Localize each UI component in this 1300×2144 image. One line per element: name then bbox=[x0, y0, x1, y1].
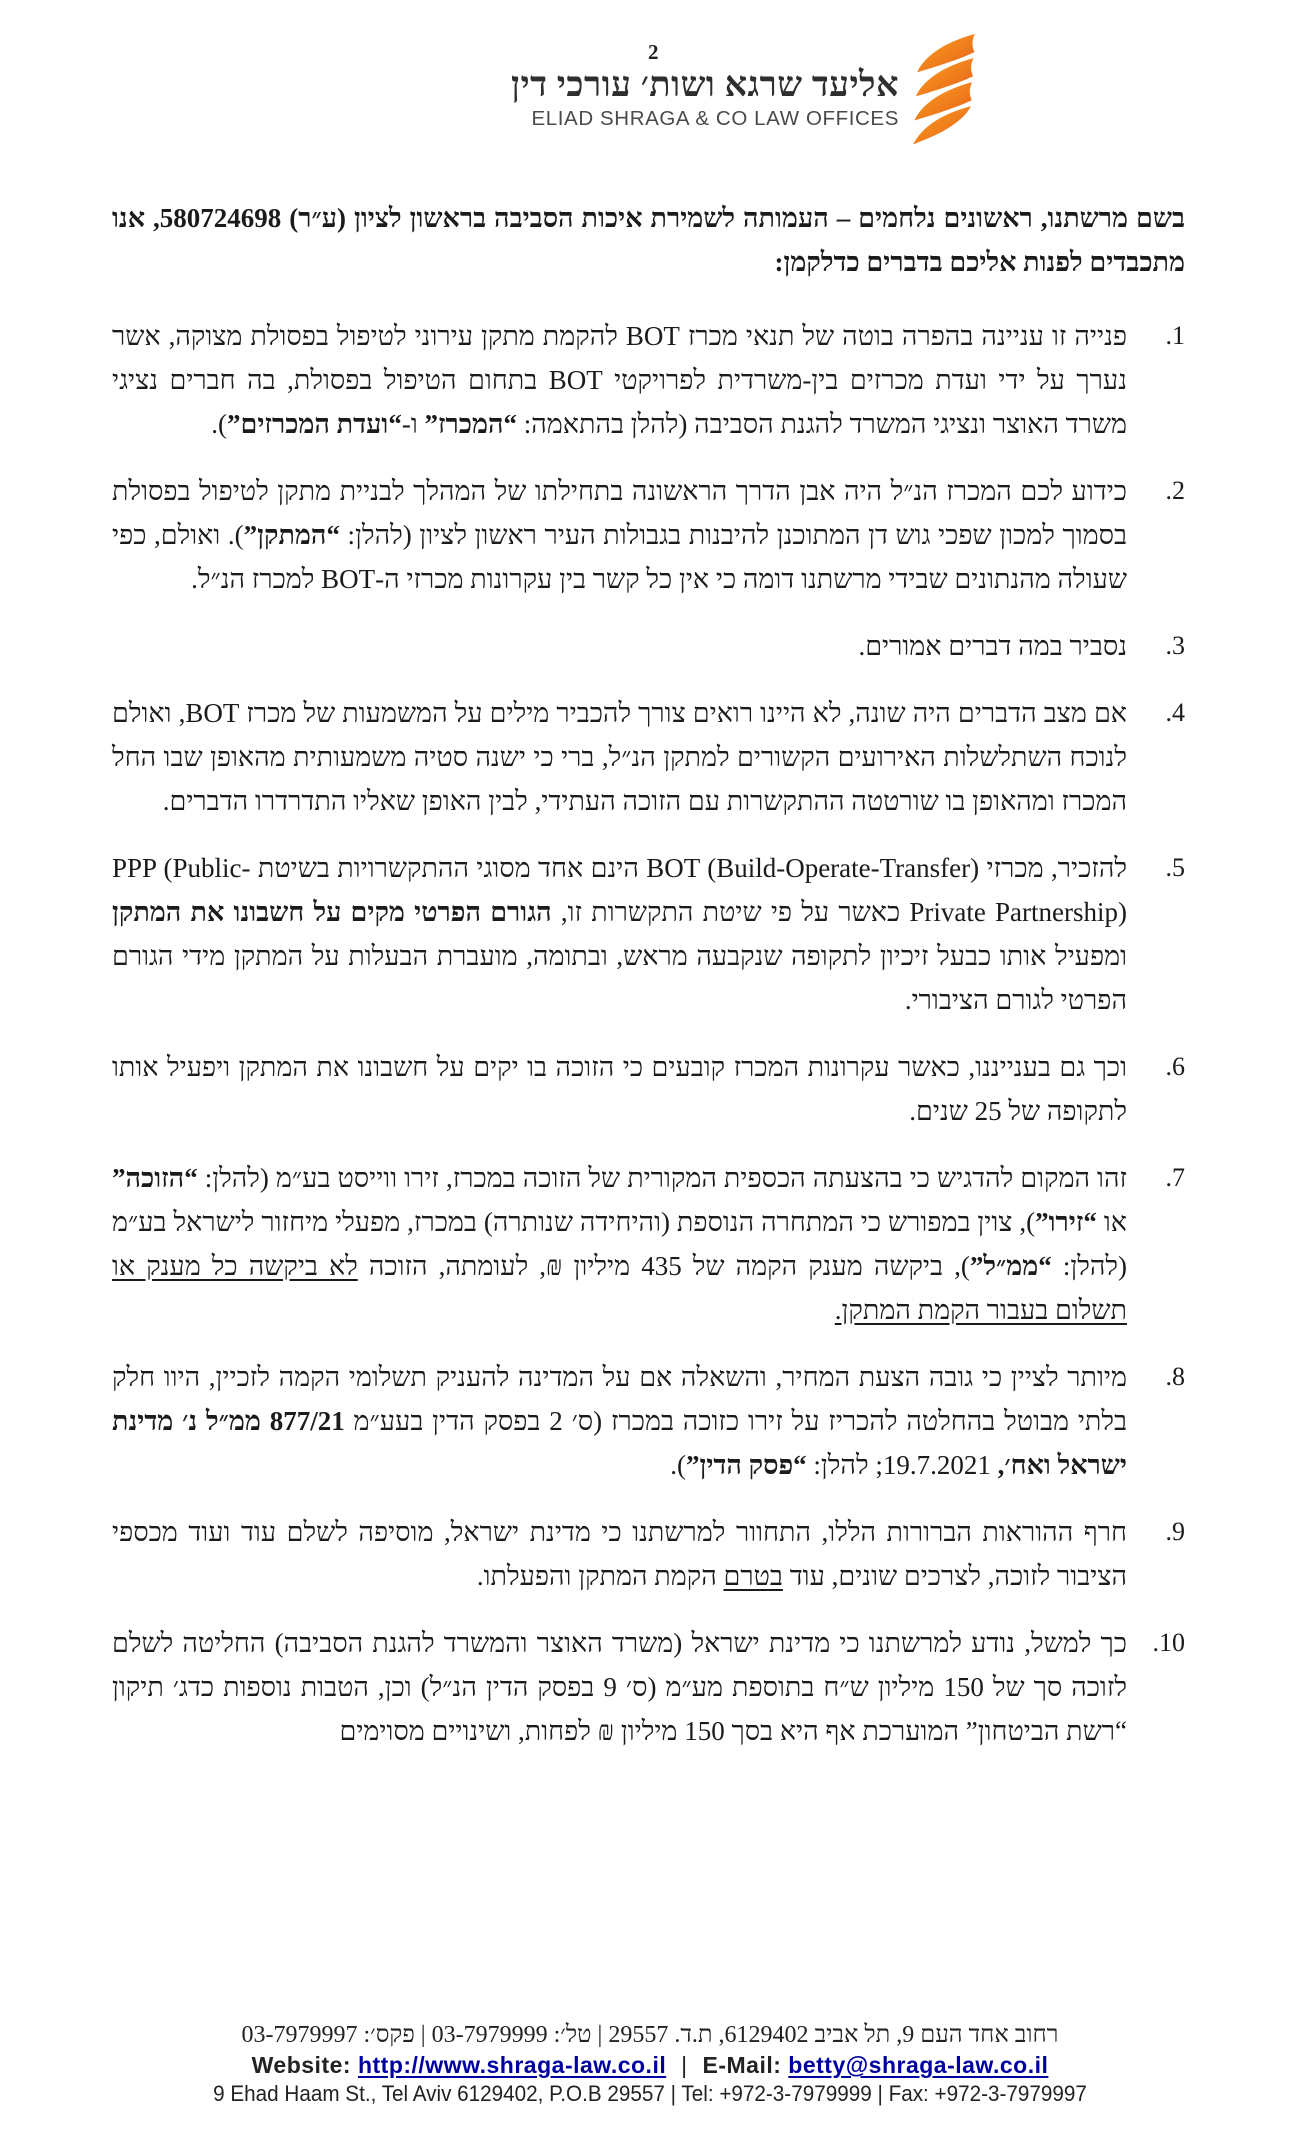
clause-text: להזכיר, מכרזי BOT (Build-Operate-Transfer) הינם אחד מסוגי ההתקשרויות בשיטת PPP (Public-Private Partnership) כאשר על פי שיטת התקשרות זו, הגורם הפרטי מקים על חשבונו את המתקן ומפעיל אותו כבעל זיכיון לתקופה שנקבעה מראש, ובתומה, מועברת הבעלות על המתקן מידי הגורם הפרטי לגורם הציבורי. bbox=[112, 853, 1127, 1015]
clause-item bbox=[112, 846, 1185, 1022]
clause-text: כידוע לכם המכרז הנ״ל היה אבן הדרך הראשונה בתחילתו של המהלך לבניית מתקן לטיפול בפסולת בסמוך למכון שפכי גוש דן המתוכנן להיבנות בגבולות העיר ראשון לציון (להלן: “המתקן”). ואולם, כפי שעולה מהנתונים שבידי מרשתנו דומה כי אין כל קשר בין עקרונות מכרזי ה-BOT למכרז הנ״ל. bbox=[112, 476, 1127, 594]
clause-text: פנייה זו עניינה בהפרה בוטה של תנאי מכרז BOT להקמת מתקן עירוני לטיפול בפסולת מצוקה, אשר נערך על ידי ועדת מכרזים בין-משרדית לפרויקטי BOT בתחום הטיפול בפסולת, בה חברים נציגי משרד האוצר ונציגי המשרד להגנת הסביבה (להלן בהתאמה: “המכרז” ו-“ועדת המכרזים”). bbox=[112, 321, 1127, 439]
clause-item bbox=[112, 1510, 1185, 1598]
email-link[interactable]: betty@shraga-law.co.il bbox=[788, 2052, 1049, 2078]
footer-address-hebrew: רחוב אחד העם 9, תל אביב 6129402, ת.ד. 29557 | טל׳: 03-7979999 | פקס׳: 03-7979997 bbox=[241, 2022, 1059, 2048]
clause-item bbox=[112, 624, 1185, 668]
footer-web-line bbox=[0, 2050, 1300, 2080]
website-label: Website: bbox=[251, 2052, 352, 2078]
page-number: 2 bbox=[647, 40, 659, 64]
clause-text: נסביר במה דברים אמורים. bbox=[858, 631, 1127, 661]
clause-number: 2. bbox=[1165, 476, 1185, 505]
footer-separator: | bbox=[681, 2052, 688, 2078]
clause-item bbox=[112, 1156, 1185, 1332]
clause-number: 6. bbox=[1165, 1052, 1185, 1081]
clause-text: אם מצב הדברים היה שונה, לא היינו רואים צורך להכביר מילים על המשמעות של מכרז BOT, ואולם לנוכח השתלשלות האירועים הקשורים למתקן הנ״ל, ברי כי ישנה סטיה משמעותית מהאופן שבו החל המכרז ומהאופן בו שורטטה ההתקשרות עם הזוכה העתידי, לבין האופן שאליו התדרדרו הדברים. bbox=[112, 698, 1127, 816]
clause-number: 1. bbox=[1165, 321, 1185, 350]
clause-number: 5. bbox=[1165, 853, 1185, 882]
brand-block bbox=[511, 40, 979, 150]
clause-text: מיותר לציין כי גובה הצעת המחיר, והשאלה אם על המדינה להעניק תשלומי הקמה לזכיין, היוו חלק בלתי מבוטל בהחלטה להכריז על זירו כזוכה במכרז (ס׳ 2 בפסק הדין בעע״מ 877/21 ממ״ל נ׳ מדינת ישראל ואח׳, 19.7.2021; להלן: “פסק הדין”). bbox=[112, 1362, 1128, 1480]
clause-item bbox=[112, 1621, 1185, 1753]
clause-text: וכך גם בענייננו, כאשר עקרונות המכרז קובעים כי הזוכה בו יקים על חשבונו את המתקן ויפעיל אותו לתקופה של 25 שנים. bbox=[112, 1052, 1127, 1126]
clause-number: 7. bbox=[1165, 1163, 1185, 1192]
clause-number: 3. bbox=[1165, 631, 1185, 660]
clause-item bbox=[112, 691, 1185, 823]
clause-text: זהו המקום להדגיש כי בהצעתה הכספית המקורית של הזוכה במכרז, זירו ווייסט בע״מ (להלן: “הזוכה” או “זירו”), צוין במפורש כי המתחרה הנוספת (והיחידה שנותרה) במכרז, מפעלי מיחזור לישראל בע״מ (להלן: “ממ״ל”), ביקשה מענק הקמה של 435 מיליון ₪, לעומתה, הזוכה לא ביקשה כל מענק או תשלום בעבור הקמת המתקן. bbox=[112, 1163, 1127, 1325]
clause-number: 8. bbox=[1165, 1362, 1185, 1391]
clause-text: כך למשל, נודע למרשתנו כי מדינת ישראל (משרד האוצר והמשרד להגנת הסביבה) החליטה לשלם לזוכה סך של 150 מיליון ש״ח בתוספת מע״מ (ס׳ 9 בפסק הדין הנ״ל) וכן, הטבות נוספות כדג׳ תיקון “רשת הביטחון” המוערכת אף היא בסך 150 מיליון ₪ לפחות, ושינויים מסוימים bbox=[112, 1628, 1127, 1746]
numbered-clause-list bbox=[112, 314, 1185, 1753]
brand-text bbox=[511, 40, 899, 131]
footer bbox=[0, 2020, 1300, 2108]
email-label: E-Mail: bbox=[702, 2052, 782, 2078]
clause-number: 10. bbox=[1152, 1628, 1185, 1657]
firm-name-hebrew: אליעד שרגא ושות׳ עורכי דין bbox=[511, 65, 899, 104]
intro-paragraph: בשם מרשתנו, ראשונים נלחמים – העמותה לשמירת איכות הסביבה בראשון לציון (ע״ר) 580724698, אנו מתכבדים לפנות אליכם בדברים כדלקמן: bbox=[112, 203, 1186, 277]
clause-number: 9. bbox=[1165, 1517, 1185, 1546]
clause-text: חרף ההוראות הברורות הללו, התחוור למרשתנו כי מדינת ישראל, מוסיפה לשלם עוד ועוד מכספי הציבור לזוכה, לצרכים שונים, עוד בטרם הקמת המתקן והפעלתו. bbox=[112, 1517, 1127, 1591]
clause-number: 4. bbox=[1165, 698, 1185, 727]
firm-name-english: ELIAD SHRAGA & CO LAW OFFICES bbox=[531, 106, 899, 130]
website-link[interactable]: http://www.shraga-law.co.il bbox=[357, 2052, 667, 2078]
clause-item bbox=[112, 469, 1185, 601]
letterhead bbox=[511, 0, 979, 150]
clause-item bbox=[112, 1355, 1185, 1487]
footer-address-english: 9 Ehad Haam St., Tel Aviv 6129402, P.O.B 29557 | Tel: +972-3-7979999 | Fax: +972-3-7979997 bbox=[213, 2081, 1087, 2106]
clause-item bbox=[112, 314, 1185, 446]
clause-item bbox=[112, 1045, 1185, 1133]
firm-flame-logo-icon bbox=[905, 28, 979, 150]
